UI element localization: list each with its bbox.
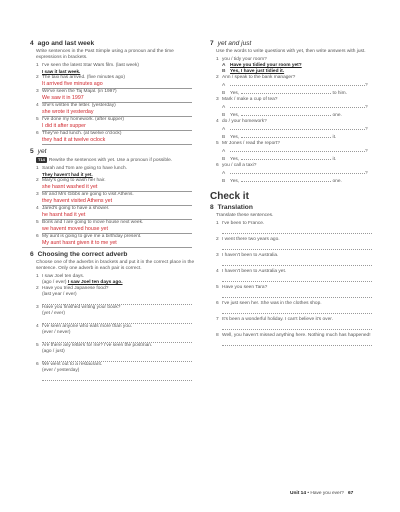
- s8-answer-line-8[interactable]: [222, 339, 372, 346]
- s7-item-6-question-line[interactable]: A ?: [222, 171, 368, 176]
- s8-answer-line-5[interactable]: [222, 291, 372, 298]
- s8-item-2: 2 I went there two years ago.: [216, 237, 280, 242]
- s6-answer-line-2[interactable]: [42, 298, 192, 305]
- s7-item-4-answer-line[interactable]: B Yes, it.: [222, 135, 337, 140]
- s4-item-5: 5 I've done my homework. (after supper): [36, 117, 124, 122]
- s7-item-5-answer-line[interactable]: B Yes, it.: [222, 157, 337, 162]
- s6-answer-line-5[interactable]: [42, 355, 192, 362]
- s8-answer-line-2[interactable]: [222, 243, 372, 250]
- s4-example-answer: I saw it last week.: [42, 69, 81, 74]
- s5-item-2: 2 Mary's going to wash her hair.: [36, 178, 106, 183]
- s6-item-3: 3 Have you finished writing your book?: [36, 305, 121, 310]
- s6-item-4: 4 I've seen anyone who eats more than you.: [36, 324, 132, 329]
- s8-answer-line-4[interactable]: [222, 275, 372, 282]
- s7-item-4-question-line[interactable]: A ?: [222, 127, 368, 132]
- s4-item-2: 2 The taxi has arrived. (five minutes ago): [36, 75, 125, 80]
- s7-item-5-question-line[interactable]: A ?: [222, 149, 368, 154]
- s7-item-3-answer-line[interactable]: B Yes, one.: [222, 113, 342, 118]
- s6-item-6: 6 We went out to a restaurant.: [36, 362, 103, 367]
- s7-item-1-answer-example: B Yes, I have just tidied it.: [222, 69, 285, 74]
- s8-item-4: 4 I haven't been to Australia yet.: [216, 269, 287, 274]
- s5-item-3: 3 Mr and Mrs Gibbs are going to visit Athens.: [36, 192, 134, 197]
- s8-item-1: 1 I've been to France.: [216, 221, 265, 226]
- s6-item-5: 5 Are there any letters for me? I've seen the postman.: [36, 343, 153, 348]
- s4-answer-3[interactable]: We saw it in 1997: [42, 95, 192, 103]
- s5-answer-6[interactable]: My aunt hasnt given it to me yet: [42, 240, 192, 248]
- page-footer: Unit 14 • Have you ever? 67: [290, 491, 354, 496]
- s5-item-1: 1 Sarah and Tom are going to have lunch.: [36, 166, 127, 171]
- s7-item-1-question-example: A Have you tidied your room yet?: [222, 63, 302, 68]
- s8-item-5: 5 Have you seen Tara?: [216, 285, 268, 290]
- s7-item-2: 2 Ann / speak to the bank manager?: [216, 75, 296, 80]
- s7-item-3-question-line[interactable]: A ?: [222, 105, 368, 110]
- s4-answer-5[interactable]: I did it after supper: [42, 123, 192, 131]
- s7-item-2-question-line[interactable]: A ?: [222, 83, 368, 88]
- s7-item-1: 1 you / tidy your room?: [216, 57, 267, 62]
- s4-answer-2[interactable]: It arrived five minutes ago: [42, 81, 192, 89]
- section-7-instructions: Use the words to write questions with yet, then write answers with just.: [216, 49, 366, 54]
- s4-answer-4[interactable]: she wrote it yesterday: [42, 109, 192, 117]
- s6-answer-line-6[interactable]: [42, 374, 192, 381]
- s8-answer-line-7[interactable]: [222, 323, 372, 330]
- right-column: [210, 40, 375, 346]
- s4-answer-6[interactable]: they had it at twelve oclock: [42, 137, 192, 145]
- section-5-instructions: T14 Rewrite the sentences with yet. Use a pronoun if possible.: [38, 157, 173, 163]
- audio-track-badge: T14: [38, 157, 45, 162]
- s6-item-1-options: (ago / ever) I saw Joel ten days ago.: [42, 280, 123, 285]
- s5-example-answer: They haven't had it yet.: [42, 172, 93, 177]
- s5-item-5: 5 Boris and I are going to move house next week.: [36, 220, 144, 225]
- left-column: [30, 40, 200, 381]
- s4-item-4: 4 She's written the letter. (yesterday): [36, 103, 116, 108]
- s5-item-4: 4 Jared's going to have a shower.: [36, 206, 110, 211]
- section-6-instructions: Choose one of the adverbs in brackets and put it in the correct place in the sentence. Only one adverb in each pair is correct.: [36, 260, 195, 271]
- s8-item-7: 7 It's been a wonderful holiday. I can't believe it's over.: [216, 317, 333, 322]
- s8-answer-line-1[interactable]: [222, 227, 372, 234]
- s8-item-8: 8 Well, you haven't missed anything here. Nothing much has happened!: [216, 333, 371, 338]
- section-7-title: 7 yet and just: [210, 40, 252, 47]
- s7-item-3: 3 Mark / make a cup of tea?: [216, 97, 278, 102]
- s5-answer-4[interactable]: he hasnt had it yet: [42, 212, 192, 220]
- s7-item-6-answer-line[interactable]: B Yes, one.: [222, 179, 342, 184]
- s6-item-6-options: (ever / yesterday): [42, 368, 80, 373]
- s6-answer-line-3[interactable]: [42, 317, 192, 324]
- section-4-title: 4 ago and last week: [30, 40, 95, 47]
- s6-item-1: 1 I saw Joel ten days.: [36, 274, 85, 279]
- s8-answer-line-3[interactable]: [222, 259, 372, 266]
- s6-item-5-options: (ago / just): [42, 349, 65, 354]
- s5-answer-3[interactable]: they havent visited Athens yet: [42, 198, 192, 206]
- s4-item-3: 3 We've seen the Taj Majal. (in 1997): [36, 89, 117, 94]
- section-8-instructions: Translate these sentences.: [216, 213, 274, 218]
- s8-item-6: 6 I've just seen her. She was in the clothes shop.: [216, 301, 322, 306]
- section-4-instructions: Write sentences in the Past Simple using a pronoun and the time expressions in brackets.: [36, 49, 174, 60]
- page-number: 67: [347, 491, 354, 496]
- s5-answer-5[interactable]: we havent moved house yet: [42, 226, 192, 234]
- s4-item-6: 6 They've had lunch. (at twelve o'clock): [36, 131, 122, 136]
- s8-item-3: 3 I haven't been to Australia.: [216, 253, 279, 258]
- s6-item-2: 2 Have you tried Japanese food?: [36, 286, 109, 291]
- s7-item-5: 5 Mr Jones / read the report?: [216, 141, 280, 146]
- s4-item-1: 1 I've seen the latest Star Wars film. (last week): [36, 63, 139, 68]
- check-it-heading: Check it: [210, 191, 249, 202]
- s6-item-3-options: (yet / ever): [42, 311, 65, 316]
- s6-item-4-options: (ever / never): [42, 330, 71, 335]
- section-5-title: 5 yet: [30, 148, 47, 155]
- s7-item-6: 6 you / call a taxi?: [216, 163, 257, 168]
- s7-item-2-answer-line[interactable]: B Yes, to him.: [222, 91, 347, 96]
- s8-answer-line-6[interactable]: [222, 307, 372, 314]
- section-6-title: 6 Choosing the correct adverb: [30, 251, 128, 258]
- s5-item-6: 6 My aunt is going to give me a birthday present.: [36, 234, 142, 239]
- s7-item-4: 4 do / your homework?: [216, 119, 267, 124]
- section-8-title: 8 Translation: [210, 204, 253, 211]
- s6-answer-line-4[interactable]: [42, 336, 192, 343]
- s6-item-2-options: (last year / ever): [42, 292, 77, 297]
- s5-answer-2[interactable]: she hasnt washed it yet: [42, 184, 192, 192]
